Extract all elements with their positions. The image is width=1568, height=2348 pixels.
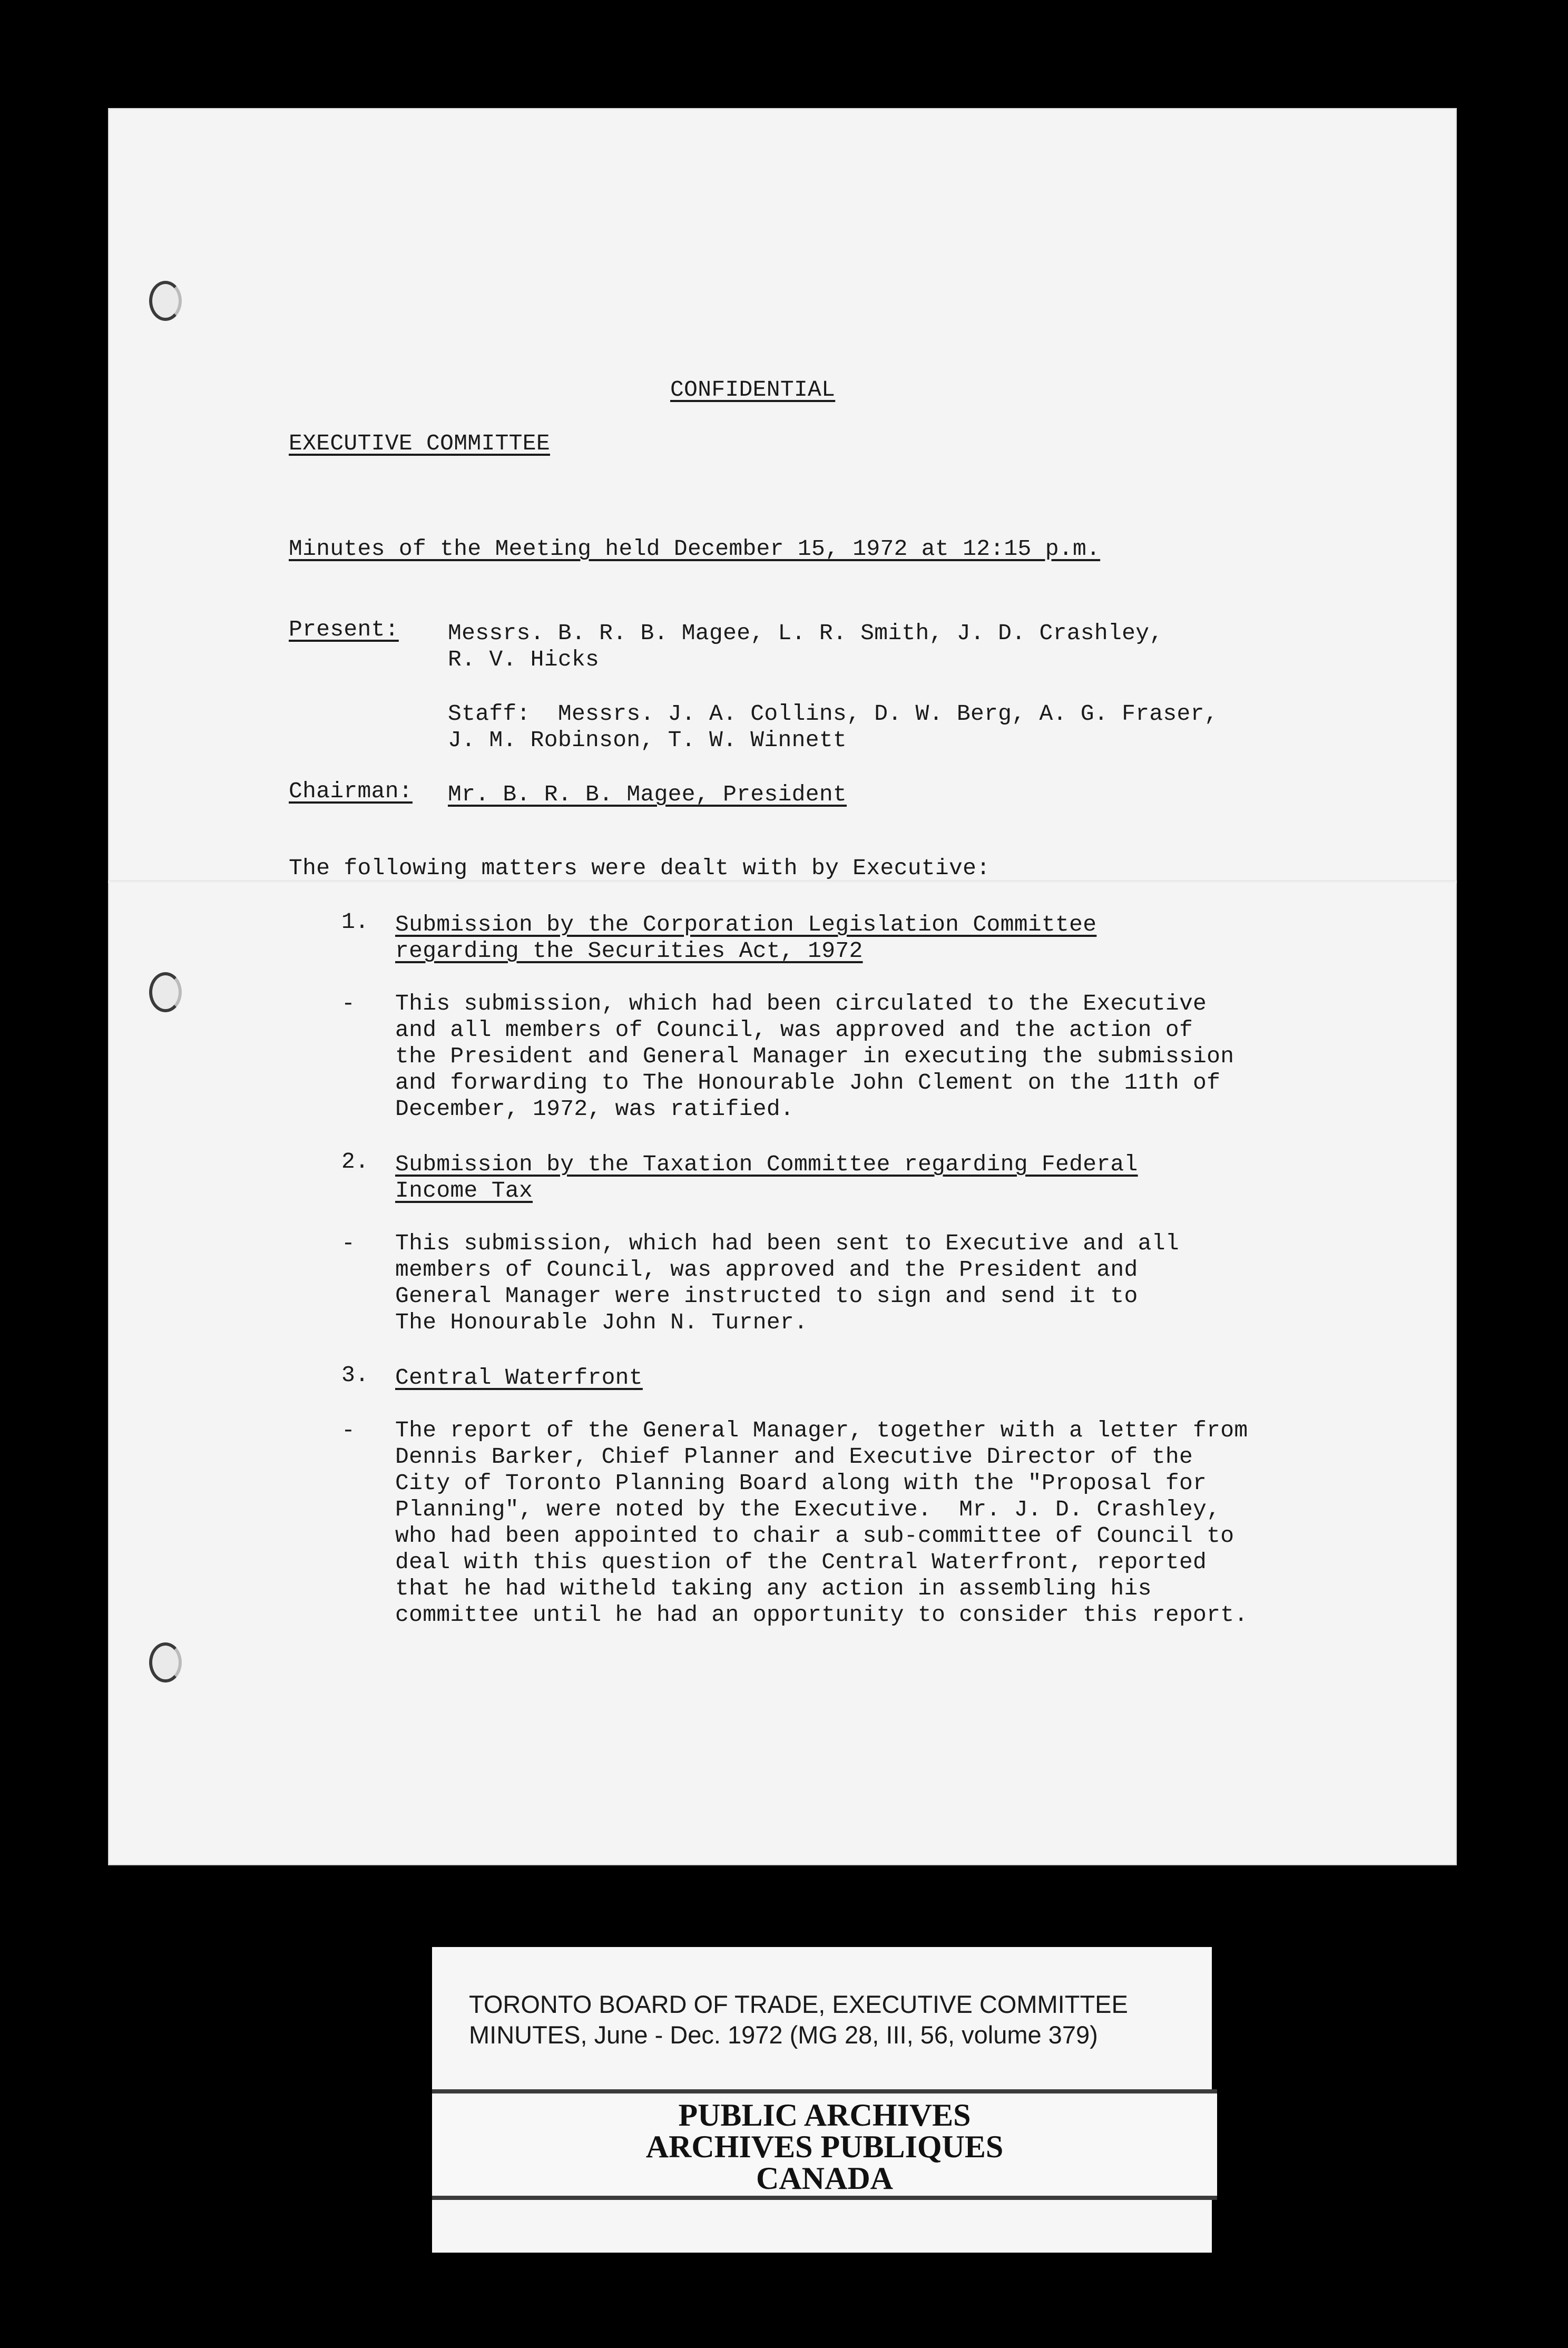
item-number: 2. bbox=[341, 1149, 369, 1175]
present-label: Present: bbox=[289, 617, 399, 642]
punch-hole-top bbox=[149, 281, 182, 321]
item-number: 3. bbox=[341, 1362, 369, 1388]
item-bullet: - bbox=[341, 1230, 356, 1256]
staff-line-1: Staff: Messrs. J. A. Collins, D. W. Berg, A. G. Fraser, bbox=[448, 701, 1218, 727]
intro-text: The following matters were dealt with by Executive: bbox=[289, 855, 991, 881]
archive-label-line-2: MINUTES, June - Dec. 1972 (MG 28, III, 56, volume 379) bbox=[469, 2021, 1098, 2049]
meeting-title: Minutes of the Meeting held December 15, 1972 at 12:15 p.m. bbox=[289, 536, 1101, 562]
present-line-1: Messrs. B. R. B. Magee, L. R. Smith, J. D. Crashley, bbox=[448, 620, 1163, 646]
item-title-line: regarding the Securities Act, 1972 bbox=[395, 938, 863, 964]
item-title-line: Submission by the Taxation Committee regarding Federal bbox=[395, 1151, 1138, 1177]
committee-heading: EXECUTIVE COMMITTEE bbox=[289, 431, 550, 456]
archive-stamp-line-2: ARCHIVES PUBLIQUES bbox=[645, 2129, 1004, 2164]
item-body-line: deal with this question of the Central Waterfront, reported bbox=[395, 1549, 1207, 1575]
chairman-value: Mr. B. R. B. Magee, President bbox=[448, 781, 847, 807]
item-body-line: This submission, which had been sent to Executive and all bbox=[395, 1230, 1179, 1256]
archive-label-card bbox=[432, 1947, 1212, 2253]
item-body-line: members of Council, was approved and the President and bbox=[395, 1257, 1138, 1283]
archive-stamp-line-1: PUBLIC ARCHIVES bbox=[678, 2098, 971, 2132]
document-page bbox=[108, 108, 1457, 1865]
item-body-line: General Manager were instructed to sign and send it to bbox=[395, 1283, 1138, 1309]
punch-hole-bottom bbox=[149, 1642, 182, 1682]
item-body-line: committee until he had an opportunity to consider this report. bbox=[395, 1602, 1248, 1628]
item-number: 1. bbox=[341, 909, 369, 935]
archive-stamp-line-3: CANADA bbox=[756, 2161, 893, 2196]
item-title-line: Income Tax bbox=[395, 1178, 533, 1204]
item-title-line: Submission by the Corporation Legislation Committee bbox=[395, 912, 1097, 937]
item-body-line: and all members of Council, was approved and the action of bbox=[395, 1017, 1193, 1043]
item-body-line: This submission, which had been circulated to the Executive bbox=[395, 991, 1207, 1016]
archive-stamp-band bbox=[432, 2089, 1217, 2200]
confidential-heading: CONFIDENTIAL bbox=[670, 377, 836, 403]
punch-hole-middle bbox=[149, 972, 182, 1012]
chairman-label: Chairman: bbox=[289, 778, 413, 804]
item-bullet: - bbox=[341, 991, 356, 1016]
item-body-line: December, 1972, was ratified. bbox=[395, 1096, 795, 1122]
item-title-line: Central Waterfront bbox=[395, 1365, 643, 1391]
archive-label-line-1: TORONTO BOARD OF TRADE, EXECUTIVE COMMITTEE bbox=[469, 1990, 1128, 2018]
item-body-line: Planning", were noted by the Executive. Mr. J. D. Crashley, bbox=[395, 1496, 1221, 1522]
item-body-line: Dennis Barker, Chief Planner and Executive Director of the bbox=[395, 1444, 1193, 1470]
item-body-line: City of Toronto Planning Board along with the "Proposal for bbox=[395, 1470, 1207, 1496]
item-body-line: that he had witheld taking any action in assembling his bbox=[395, 1576, 1152, 1601]
staff-line-2: J. M. Robinson, T. W. Winnett bbox=[448, 727, 847, 753]
item-body-line: The Honourable John N. Turner. bbox=[395, 1309, 808, 1335]
item-body-line: The report of the General Manager, together with a letter from bbox=[395, 1417, 1248, 1443]
present-line-2: R. V. Hicks bbox=[448, 647, 600, 672]
item-body-line: who had been appointed to chair a sub-committee of Council to bbox=[395, 1523, 1234, 1549]
item-body-line: and forwarding to The Honourable John Clement on the 11th of bbox=[395, 1070, 1221, 1095]
item-bullet: - bbox=[341, 1417, 356, 1443]
item-body-line: the President and General Manager in executing the submission bbox=[395, 1043, 1234, 1069]
